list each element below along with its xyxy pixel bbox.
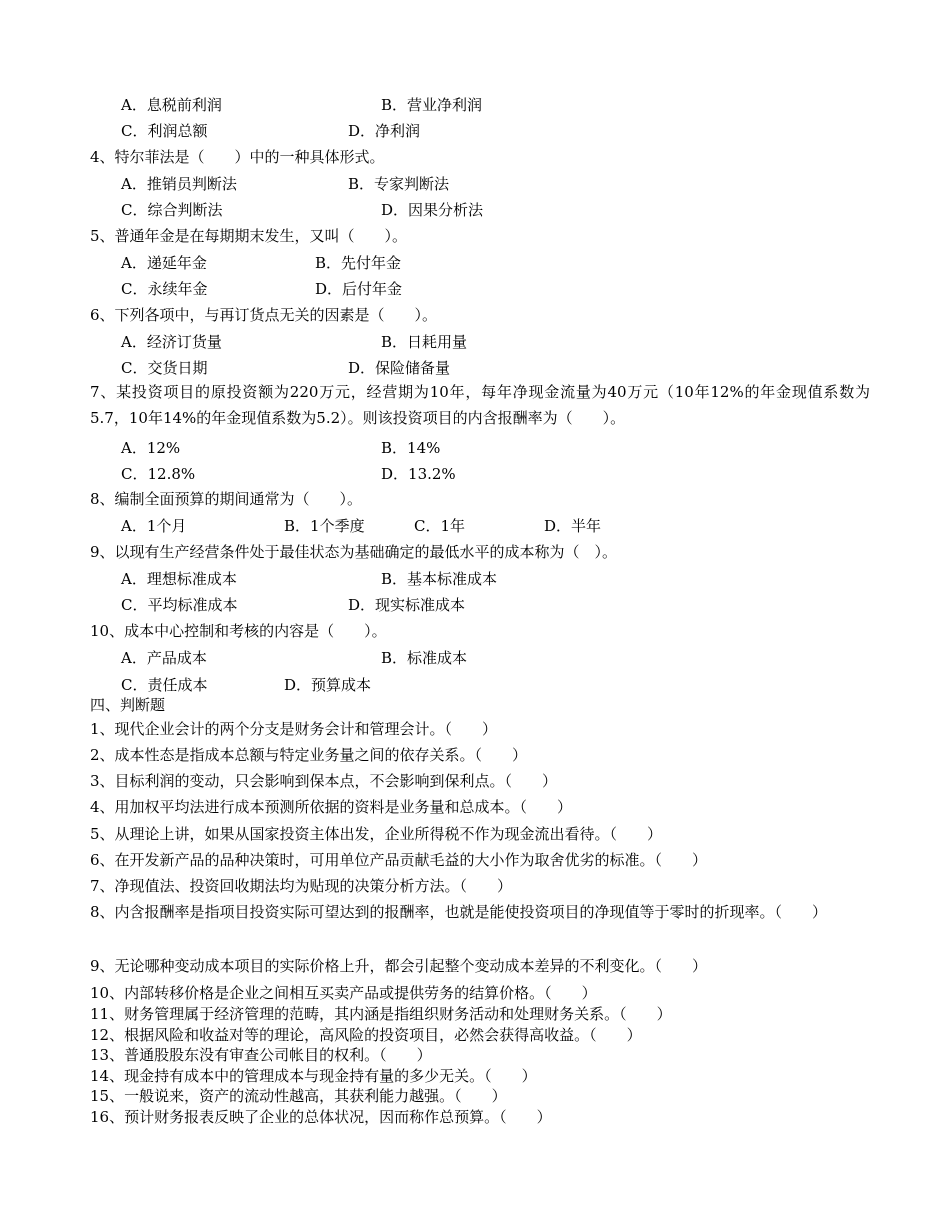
judgment-item: 10、内部转移价格是企业之间相互买卖产品或提供劳务的结算价格。（ ） — [90, 984, 597, 1002]
q5-option-d: D．后付年金 — [315, 280, 403, 298]
judgment-item: 13、普通股股东没有审查公司帐目的权利。（ ） — [90, 1046, 432, 1064]
question-7: 7、某投资项目的原投资额为220万元，经营期为10年，每年净现金流量为40万元（10年12%的年金现值系数为5.7，10年14%的年金现值系数为5.2）。则该投资项目的内含报酬率为（ ）。 — [90, 383, 870, 427]
q6-option-c: C．交货日期 — [121, 359, 208, 377]
q8-option-c: C．1年 — [414, 517, 466, 535]
judgment-item: 4、用加权平均法进行成本预测所依据的资料是业务量和总成本。（ ） — [90, 798, 573, 816]
judgment-item: 2、成本性态是指成本总额与特定业务量之间的依存关系。（ ） — [90, 746, 528, 764]
q9-option-a: A．理想标准成本 — [121, 570, 237, 588]
q10-option-c: C．责任成本 — [121, 676, 208, 694]
q5-option-a: A．递延年金 — [121, 254, 207, 272]
q6-option-a: A．经济订货量 — [121, 333, 222, 351]
question-4: 4、特尔菲法是（ ）中的一种具体形式。 — [90, 148, 385, 166]
q6-option-d: D．保险储备量 — [348, 359, 451, 377]
q4-option-d: D．因果分析法 — [381, 201, 484, 219]
judgment-item: 16、预计财务报表反映了企业的总体状况，因而称作总预算。（ ） — [90, 1108, 552, 1126]
judgment-item: 14、现金持有成本中的管理成本与现金持有量的多少无关。（ ） — [90, 1067, 537, 1085]
q4-option-a: A．推销员判断法 — [121, 175, 237, 193]
judgment-item: 8、内含报酬率是指项目投资实际可望达到的报酬率，也就是能使投资项目的净现值等于零时的折现率。（ ） — [90, 903, 828, 921]
judgment-item: 6、在开发新产品的品种决策时，可用单位产品贡献毛益的大小作为取舍优劣的标准。（ ） — [90, 851, 708, 869]
judgment-item: 11、财务管理属于经济管理的范畴，其内涵是指组织财务活动和处理财务关系。（ ） — [90, 1005, 672, 1023]
q7-option-a: A．12% — [121, 439, 181, 457]
q9-option-b: B．基本标准成本 — [381, 570, 498, 588]
q7-option-d: D．13.2% — [381, 465, 456, 483]
q9-option-d: D．现实标准成本 — [348, 596, 466, 614]
q10-option-a: A．产品成本 — [121, 649, 207, 667]
section-title-judgment: 四、判断题 — [90, 696, 166, 714]
q8-option-a: A．1个月 — [121, 517, 187, 535]
q3-option-c: C．利润总额 — [121, 122, 208, 140]
q7-option-c: C．12.8% — [121, 465, 196, 483]
q4-option-c: C．综合判断法 — [121, 201, 223, 219]
q7-option-b: B．14% — [381, 439, 441, 457]
question-10: 10、成本中心控制和考核的内容是（ ）。 — [90, 622, 387, 640]
q3-option-a: A．息税前利润 — [121, 96, 222, 114]
q5-option-c: C．永续年金 — [121, 280, 208, 298]
q6-option-b: B．日耗用量 — [381, 333, 468, 351]
q3-option-b: B．营业净利润 — [381, 96, 483, 114]
question-6: 6、下列各项中，与再订货点无关的因素是（ ）。 — [90, 306, 438, 324]
judgment-item: 1、现代企业会计的两个分支是财务会计和管理会计。（ ） — [90, 720, 498, 738]
question-5: 5、普通年金是在每期期末发生，又叫（ ）。 — [90, 227, 408, 245]
question-8: 8、编制全面预算的期间通常为（ ）。 — [90, 490, 363, 508]
q9-option-c: C．平均标准成本 — [121, 596, 238, 614]
judgment-item: 5、从理论上讲，如果从国家投资主体出发，企业所得税不作为现金流出看待。（ ） — [90, 825, 663, 843]
judgment-item: 12、根据风险和收益对等的理论，高风险的投资项目，必然会获得高收益。（ ） — [90, 1026, 642, 1044]
q3-option-d: D．净利润 — [348, 122, 421, 140]
judgment-item: 9、无论哪种变动成本项目的实际价格上升，都会引起整个变动成本差异的不利变化。（ ） — [90, 957, 708, 975]
judgment-item: 3、目标利润的变动，只会影响到保本点，不会影响到保利点。（ ） — [90, 772, 558, 790]
q5-option-b: B．先付年金 — [315, 254, 402, 272]
judgment-item: 15、一般说来，资产的流动性越高，其获利能力越强。（ ） — [90, 1087, 507, 1105]
q8-option-d: D．半年 — [544, 517, 602, 535]
judgment-item: 7、净现值法、投资回收期法均为贴现的决策分析方法。（ ） — [90, 877, 513, 895]
q10-option-d: D．预算成本 — [284, 676, 372, 694]
q4-option-b: B．专家判断法 — [348, 175, 450, 193]
question-9: 9、以现有生产经营条件处于最佳状态为基础确定的最低水平的成本称为（ ）。 — [90, 543, 618, 561]
q10-option-b: B．标准成本 — [381, 649, 468, 667]
q8-option-b: B．1个季度 — [284, 517, 365, 535]
